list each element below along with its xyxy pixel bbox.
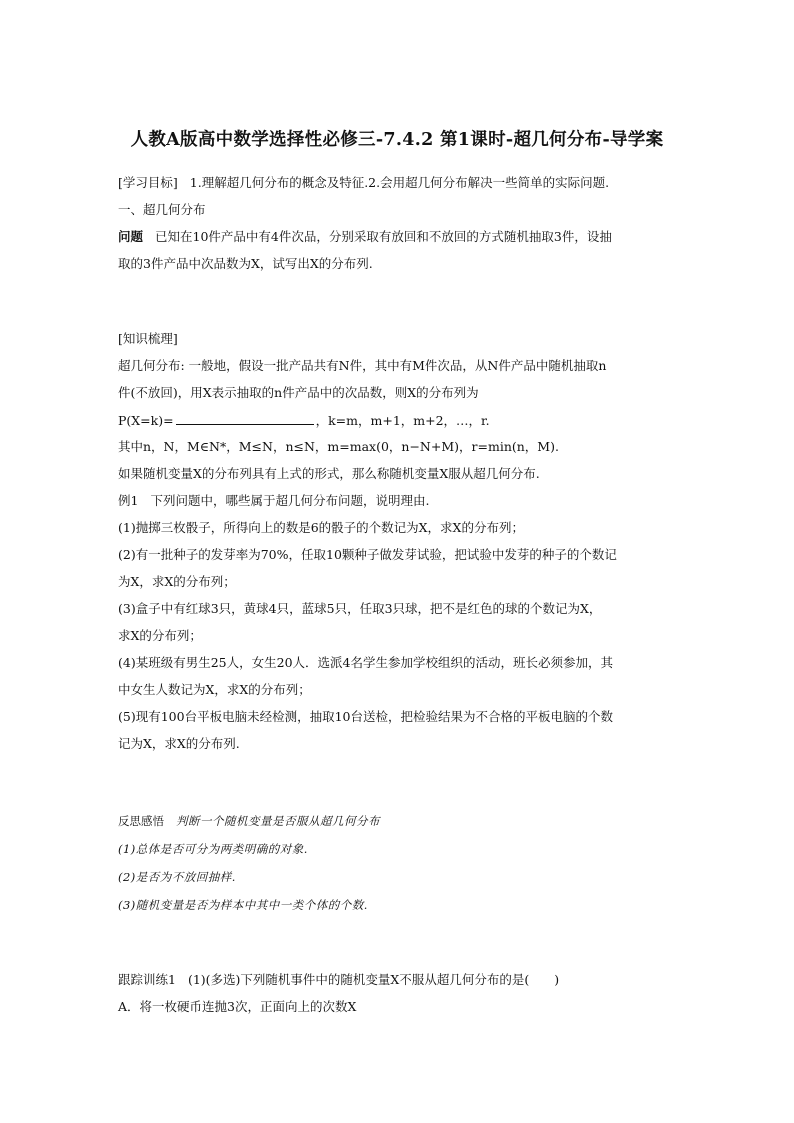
practice-1-option-a: A．将一枚硬币连抛3次，正面向上的次数X [118,999,357,1014]
practice-1-label: 跟踪训练1 [118,972,176,987]
example-item: (2)有一批种子的发芽率为70%，任取10颗种子做发芽试验，把试验中发芽的种子的个数记 [118,547,617,562]
objectives-text: 1.理解超几何分布的概念及特征.2.会用超几何分布解决一些简单的实际问题. [189,175,610,190]
example-item: (3)盒子中有红球3只，黄球4只，蓝球5只，任取3只球，把不是红色的球的个数记为X， [118,601,602,616]
learning-objectives [118,175,609,191]
example-item: (1)抛掷三枚骰子，所得向上的数是6的骰子的个数记为X，求X的分布列； [118,520,524,535]
document-title: 人教A版高中数学选择性必修三-7.4.2 第1课时-超几何分布-导学案 [130,130,664,150]
example-item: (5)现有100台平板电脑未经检测，抽取10台送检，把检验结果为不合格的平板电脑的个数 [118,709,613,724]
example-1-text: 下列问题中，哪些属于超几何分布问题，说明理由. [150,493,430,508]
formula-blank[interactable] [176,412,314,425]
formula-prefix: P(X=k)= [118,413,174,428]
example-item: 中女生人数记为X，求X的分布列； [118,682,311,697]
practice-1-question [118,972,559,988]
problem-line-2: 取的3件产品中次品数为X，试写出X的分布列. [118,256,373,271]
formula-suffix: ，k=m，m+1，m+2，…，r. [315,413,490,428]
reflection-heading [118,813,380,829]
knowledge-line-2: 件(不放回)，用X表示抽取的n件产品中的次品数，则X的分布列为 [118,385,479,400]
knowledge-line-5: 如果随机变量X的分布列具有上式的形式，那么称随机变量X服从超几何分布. [118,466,540,481]
problem-text-1: 已知在10件产品中有4件次品，分别采取有放回和不放回的方式随机抽取3件，设抽 [155,229,612,244]
practice-1-text: (1)(多选)下列随机事件中的随机变量X不服从超几何分布的是( ) [187,972,560,987]
knowledge-line-4: 其中n，N，M∈N*，M≤N，n≤N，m=max(0，n−N+M)，r=min(n，M). [118,439,559,454]
example-item: (4)某班级有男生25人，女生20人．选派4名学生参加学校组织的活动，班长必须参加，其 [118,655,613,670]
section-heading-hypergeometric: 一、超几何分布 [118,202,206,217]
reflection-item: (1)总体是否可分为两类明确的对象. [118,842,308,856]
reflection-item: (2)是否为不放回抽样. [118,870,236,884]
distribution-formula [118,412,490,429]
example-1-label: 例1 [118,493,139,508]
objectives-label: [学习目标] [118,175,178,190]
example-1-intro [118,493,429,509]
knowledge-line-1: 超几何分布: 一般地，假设一批产品共有N件，其中有M件次品，从N件产品中随机抽取n [118,358,607,373]
reflection-label: 反思感悟 [118,814,164,828]
knowledge-label: [知识梳理] [118,331,178,346]
problem-label: 问题 [118,229,144,244]
example-item: 为X，求X的分布列； [118,574,236,589]
example-item: 求X的分布列； [118,628,202,643]
problem-line-1 [118,229,612,245]
reflection-item: (3)随机变量是否为样本中其中一类个体的个数. [118,898,368,912]
example-item: 记为X，求X的分布列. [118,736,240,751]
reflection-title: 判断一个随机变量是否服从超几何分布 [176,814,380,828]
